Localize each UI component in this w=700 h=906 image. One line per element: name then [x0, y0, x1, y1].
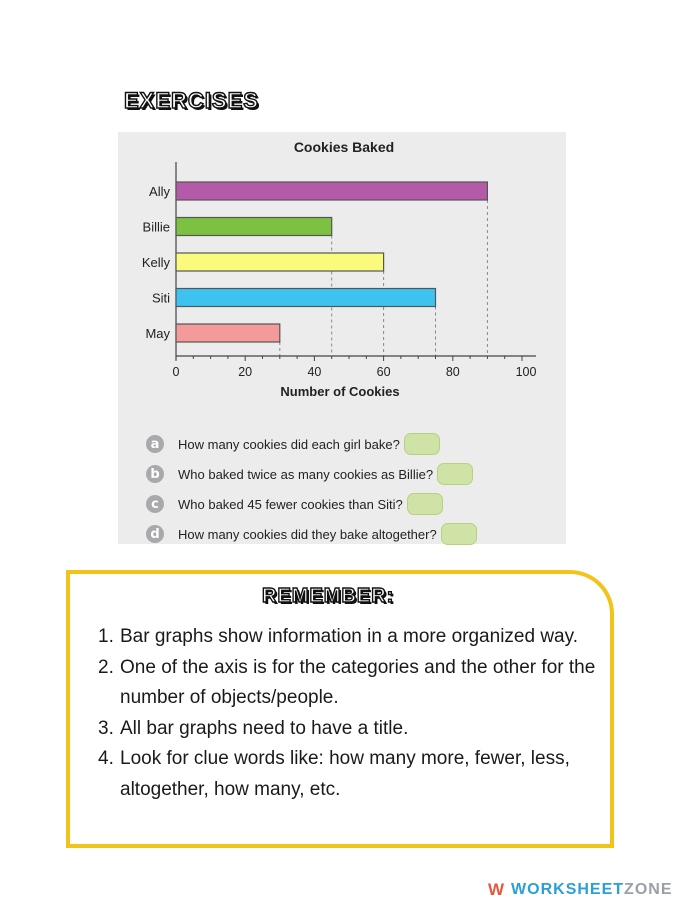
question-d-text: How many cookies did they bake altogether?	[178, 526, 437, 542]
question-c-badge: c	[146, 495, 164, 513]
question-a-text: How many cookies did each girl bake?	[178, 436, 400, 452]
cookies-bar-chart	[118, 132, 566, 422]
x-axis-label: Number of Cookies	[280, 384, 400, 399]
remember-list	[98, 622, 598, 805]
answer-box-c[interactable]	[407, 493, 443, 515]
question-b-text: Who baked twice as many cookies as Billie?	[178, 466, 434, 482]
bar-kelly	[176, 253, 384, 271]
question-a-badge: a	[146, 435, 164, 453]
remember-item-number: 4.	[98, 748, 114, 769]
x-tick-label: 60	[376, 365, 391, 379]
answer-box-a[interactable]	[404, 433, 440, 455]
remember-item-number: 2.	[98, 656, 114, 678]
answer-box-d[interactable]	[441, 523, 477, 545]
category-label: May	[145, 326, 170, 341]
brand-name-part2: ZONE	[624, 881, 673, 898]
category-label: Ally	[149, 184, 170, 199]
x-tick-label: 100	[515, 365, 537, 379]
x-tick-label: 40	[307, 365, 322, 379]
chart-panel	[118, 132, 566, 544]
answer-box-b[interactable]	[437, 463, 473, 485]
worksheetzone-logo-icon: W	[488, 880, 506, 899]
remember-item-text: Bar graphs show information in a more organized way.	[120, 626, 578, 647]
remember-item-4	[98, 744, 598, 805]
exercises-heading: EXERCISES	[124, 88, 259, 113]
remember-item-number: 1.	[98, 626, 114, 647]
bar-may	[176, 324, 280, 342]
remember-item-number: 3.	[98, 717, 114, 739]
chart-title: Cookies Baked	[293, 139, 395, 155]
category-label: Billie	[142, 219, 170, 235]
worksheetzone-brand[interactable]	[488, 880, 673, 900]
remember-item-3	[98, 714, 598, 745]
remember-item-1	[98, 622, 598, 653]
bar-siti	[176, 289, 436, 307]
remember-item-2	[98, 653, 598, 714]
x-tick-label: 0	[172, 365, 180, 379]
bar-ally	[176, 182, 487, 200]
question-d	[146, 522, 477, 546]
remember-item-text: All bar graphs need to have a title.	[120, 717, 409, 739]
question-c	[146, 492, 443, 516]
question-c-text: Who baked 45 fewer cookies than Siti?	[178, 496, 403, 512]
category-label: Kelly	[141, 255, 170, 270]
x-tick-label: 80	[445, 365, 460, 379]
remember-item-text: Look for clue words like: how many more, fewer, less, altogether, how many, etc.	[120, 748, 570, 800]
category-label: Siti	[151, 290, 170, 306]
question-d-badge: d	[146, 525, 164, 543]
brand-name-part1: WORKSHEET	[511, 881, 625, 898]
bar-billie	[176, 218, 332, 236]
question-b	[146, 462, 473, 486]
question-b-badge: b	[146, 465, 164, 483]
remember-item-text: One of the axis is for the categories and the other for the number of objects/people.	[120, 656, 596, 708]
x-tick-label: 20	[238, 365, 253, 379]
remember-heading: REMEMBER:	[262, 585, 395, 607]
question-a	[146, 432, 440, 456]
